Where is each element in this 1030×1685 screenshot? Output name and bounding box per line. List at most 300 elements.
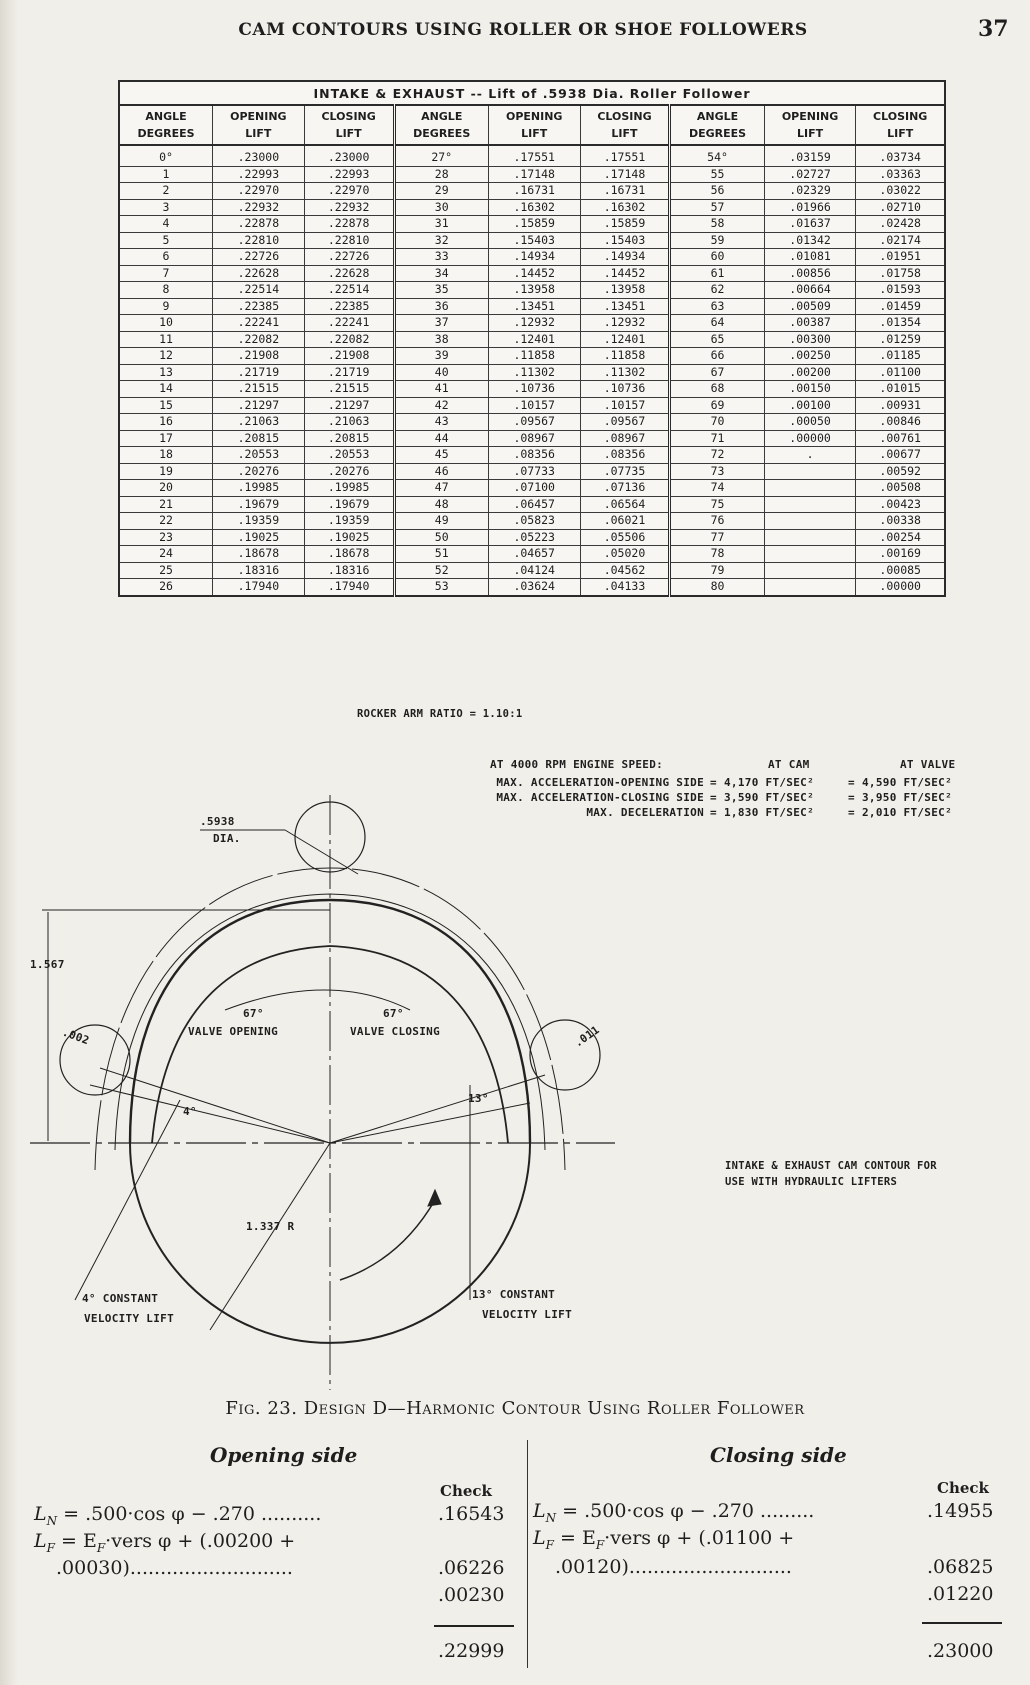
table-cell: 18 — [119, 447, 213, 464]
table-cell: .15859 — [580, 216, 670, 233]
lf-symbol: L — [34, 1530, 47, 1552]
table-cell: .00338 — [856, 513, 945, 530]
table-cell: 74 — [670, 480, 764, 497]
table-cell: 35 — [394, 282, 488, 299]
table-row — [119, 315, 945, 332]
table-cell: .19679 — [304, 496, 394, 513]
rocker-ratio: ROCKER ARM RATIO = 1.10:1 — [357, 708, 523, 720]
table-cell: .14452 — [580, 265, 670, 282]
table-cell: .10736 — [580, 381, 670, 398]
table-cell: 27° — [394, 145, 488, 166]
table-cell: 24 — [119, 546, 213, 563]
table-cell: 77 — [670, 529, 764, 546]
table-cell: 62 — [670, 282, 764, 299]
table-cell: 1 — [119, 166, 213, 183]
table-cell: .03159 — [764, 145, 856, 166]
table-cell: 56 — [670, 183, 764, 200]
accel-at-cam: 3,590 FT/SEC² — [724, 791, 814, 804]
table-cell: .05823 — [488, 513, 580, 530]
table-cell: .17940 — [213, 579, 305, 596]
table-cell: .05506 — [580, 529, 670, 546]
radial-right-2 — [330, 1103, 530, 1143]
closing-lf-formula — [533, 1527, 794, 1552]
table-cell: .21908 — [213, 348, 305, 365]
table-cell: .01185 — [856, 348, 945, 365]
table-cell: .13958 — [488, 282, 580, 299]
table-cell: .23000 — [304, 145, 394, 166]
table-cell: .06457 — [488, 496, 580, 513]
table-cell: .22726 — [213, 249, 305, 266]
table-cell: .00856 — [764, 265, 856, 282]
column-header-line: ANGLE — [696, 110, 739, 123]
table-cell: .14452 — [488, 265, 580, 282]
table-cell: .00677 — [856, 447, 945, 464]
closing-check-1: .14955 — [927, 1500, 994, 1522]
left-note-line2: VELOCITY LIFT — [84, 1312, 174, 1325]
table-cell: 46 — [394, 463, 488, 480]
table-cell: 53 — [394, 579, 488, 596]
column-header — [764, 105, 856, 145]
column-header-line: LIFT — [245, 127, 272, 140]
table-cell: .19359 — [304, 513, 394, 530]
table-cell: .14934 — [580, 249, 670, 266]
table-cell: .16731 — [580, 183, 670, 200]
table-cell: .15403 — [488, 232, 580, 249]
table-row — [119, 364, 945, 381]
table-cell: .21719 — [213, 364, 305, 381]
column-header-line: CLOSING — [321, 110, 376, 123]
table-cell: 39 — [394, 348, 488, 365]
table-cell: .18316 — [304, 562, 394, 579]
table-cell: 0° — [119, 145, 213, 166]
table-cell: .02329 — [764, 183, 856, 200]
column-header-line: LIFT — [887, 127, 914, 140]
table-cell: 28 — [394, 166, 488, 183]
table-cell: 32 — [394, 232, 488, 249]
table-cell: .23000 — [213, 145, 305, 166]
accel-at-valve: 2,010 FT/SEC² — [862, 806, 952, 819]
table-cell: .14934 — [488, 249, 580, 266]
column-header — [580, 105, 670, 145]
column-header-line: LIFT — [611, 127, 638, 140]
table-row — [119, 199, 945, 216]
table-row — [119, 397, 945, 414]
table-cell: .01354 — [856, 315, 945, 332]
accel-at-valve: 4,590 FT/SEC² — [862, 776, 952, 789]
right-note-line1: 13° CONSTANT — [472, 1288, 556, 1301]
table-cell: 21 — [119, 496, 213, 513]
opening-ln-formula — [34, 1503, 321, 1528]
column-header — [488, 105, 580, 145]
column-header-line: CLOSING — [873, 110, 928, 123]
closing-sum-rule — [922, 1622, 1002, 1624]
table-cell: .07136 — [580, 480, 670, 497]
column-header-line: DEGREES — [137, 127, 195, 140]
table-cell: .16731 — [488, 183, 580, 200]
table-cell: 45 — [394, 447, 488, 464]
table-cell: .00423 — [856, 496, 945, 513]
table-cell: .07100 — [488, 480, 580, 497]
table-cell: .00664 — [764, 282, 856, 299]
table-cell: 26 — [119, 579, 213, 596]
opening-angle: 67° — [243, 1007, 264, 1020]
table-cell: .01259 — [856, 331, 945, 348]
table-cell — [764, 513, 856, 530]
side-note-line1: INTAKE & EXHAUST CAM CONTOUR FOR — [725, 1160, 937, 1172]
opening-sum-rule — [434, 1625, 514, 1627]
accel-label: MAX. ACCELERATION-OPENING SIDE — [496, 776, 704, 789]
radius-line — [210, 1143, 330, 1330]
ln-symbol: L — [533, 1500, 546, 1522]
table-cell: 37 — [394, 315, 488, 332]
table-cell: .16302 — [488, 199, 580, 216]
right-small-angle: 13° — [468, 1092, 489, 1105]
table-cell: .02428 — [856, 216, 945, 233]
equals-sign: = — [848, 806, 855, 819]
running-head: CAM CONTOURS USING ROLLER OR SHOE FOLLOWERS — [238, 20, 808, 40]
table-cell — [764, 463, 856, 480]
height-dimension: 1.567 — [30, 958, 65, 971]
table-cell: 25 — [119, 562, 213, 579]
table-cell: .21063 — [213, 414, 305, 431]
table-row — [119, 414, 945, 431]
table-cell: .19679 — [213, 496, 305, 513]
table-cell: .02710 — [856, 199, 945, 216]
table-cell: .00200 — [764, 364, 856, 381]
table-cell: .21063 — [304, 414, 394, 431]
table-cell: 15 — [119, 397, 213, 414]
closing-lf-continuation: .00120)........................... — [555, 1556, 792, 1578]
table-row — [119, 298, 945, 315]
accel-at-cam: 1,830 FT/SEC² — [724, 806, 814, 819]
ln-subscript: N — [545, 1510, 557, 1525]
table-cell: .01593 — [856, 282, 945, 299]
table-cell: 76 — [670, 513, 764, 530]
table-cell: 52 — [394, 562, 488, 579]
equals-sign: = — [848, 791, 855, 804]
table-cell: .01637 — [764, 216, 856, 233]
table-cell: .22628 — [213, 265, 305, 282]
ln-symbol: L — [34, 1503, 47, 1525]
table-cell: 33 — [394, 249, 488, 266]
column-header — [670, 105, 764, 145]
table-cell: 49 — [394, 513, 488, 530]
table-cell: .09567 — [580, 414, 670, 431]
closing-ln-expression: = .500·cos φ − .270 ......... — [562, 1500, 815, 1522]
table-cell: .22878 — [213, 216, 305, 233]
table-cell: .00592 — [856, 463, 945, 480]
table-cell: .10736 — [488, 381, 580, 398]
table-cell: .19985 — [304, 480, 394, 497]
table-cell: .21515 — [304, 381, 394, 398]
table-body — [119, 145, 945, 596]
table-cell: 31 — [394, 216, 488, 233]
opening-lf-continuation: .00030)........................... — [56, 1557, 293, 1579]
table-cell: .18678 — [304, 546, 394, 563]
equals-sign: = — [710, 791, 717, 804]
table-cell: .01081 — [764, 249, 856, 266]
radial-left-1 — [90, 1085, 330, 1143]
table-cell: 16 — [119, 414, 213, 431]
table-cell: .22878 — [304, 216, 394, 233]
table-cell: 59 — [670, 232, 764, 249]
table-cell: 12 — [119, 348, 213, 365]
table-cell — [764, 579, 856, 596]
ef-subscript: F — [96, 1540, 106, 1555]
table-row — [119, 381, 945, 398]
table-cell: .01459 — [856, 298, 945, 315]
closing-check-total: .23000 — [927, 1640, 994, 1662]
table-cell: .10157 — [580, 397, 670, 414]
table-cell: 68 — [670, 381, 764, 398]
left-small-angle: 4° — [183, 1105, 197, 1118]
table-cell: 2 — [119, 183, 213, 200]
table-cell: .22628 — [304, 265, 394, 282]
table-cell: .19025 — [304, 529, 394, 546]
table-row — [119, 480, 945, 497]
table-row — [119, 216, 945, 233]
table-cell: .18316 — [213, 562, 305, 579]
table-cell: .09567 — [488, 414, 580, 431]
table-cell: 43 — [394, 414, 488, 431]
table-cell: 72 — [670, 447, 764, 464]
table-cell: .22970 — [304, 183, 394, 200]
table-cell: 61 — [670, 265, 764, 282]
closing-lf-expression-b: ·vers φ + (.01100 + — [604, 1527, 795, 1549]
table-cell: .03022 — [856, 183, 945, 200]
table-cell: .22993 — [304, 166, 394, 183]
table-cell: .19985 — [213, 480, 305, 497]
opening-lf-expression-a: = E — [61, 1530, 97, 1552]
table-cell: 54° — [670, 145, 764, 166]
table-cell: .22082 — [213, 331, 305, 348]
table-cell: 63 — [670, 298, 764, 315]
table-cell: .02727 — [764, 166, 856, 183]
table-cell: .19359 — [213, 513, 305, 530]
table-cell: .06564 — [580, 496, 670, 513]
roller-dia-value: .5938 — [200, 815, 235, 828]
opening-ln-expression: = .500·cos φ − .270 .......... — [63, 1503, 322, 1525]
table-cell: .00387 — [764, 315, 856, 332]
table-cell: 5 — [119, 232, 213, 249]
table-cell: .18678 — [213, 546, 305, 563]
table-cell: .11302 — [580, 364, 670, 381]
table-cell: .22514 — [304, 282, 394, 299]
table-cell: .11858 — [580, 348, 670, 365]
equals-sign: = — [710, 806, 717, 819]
table-cell — [764, 496, 856, 513]
table-cell: .21908 — [304, 348, 394, 365]
table-cell: .08967 — [580, 430, 670, 447]
lf-symbol: L — [533, 1527, 546, 1549]
column-header — [213, 105, 305, 145]
table-cell: .15403 — [580, 232, 670, 249]
column-header-line: OPENING — [781, 110, 839, 123]
table-cell: .00100 — [764, 397, 856, 414]
table-cell: .04657 — [488, 546, 580, 563]
speed-heading: AT 4000 RPM ENGINE SPEED: — [490, 758, 664, 771]
table-cell: .00254 — [856, 529, 945, 546]
column-header — [394, 105, 488, 145]
table-row — [119, 496, 945, 513]
table-cell: 60 — [670, 249, 764, 266]
page-number: 37 — [978, 16, 1009, 42]
table-cell: .01966 — [764, 199, 856, 216]
table-cell: 71 — [670, 430, 764, 447]
table-cell: 9 — [119, 298, 213, 315]
table-cell: 7 — [119, 265, 213, 282]
accel-at-valve: 3,950 FT/SEC² — [862, 791, 952, 804]
table-cell — [764, 480, 856, 497]
table-cell: .04133 — [580, 579, 670, 596]
valve-opening-label: VALVE OPENING — [188, 1025, 278, 1038]
table-cell: .17148 — [580, 166, 670, 183]
ef-subscript: F — [595, 1537, 605, 1552]
table-cell: .20276 — [304, 463, 394, 480]
table-cell: 19 — [119, 463, 213, 480]
table-cell: .17940 — [304, 579, 394, 596]
table-cell: .21515 — [213, 381, 305, 398]
table-cell: .03624 — [488, 579, 580, 596]
table-cell: .00085 — [856, 562, 945, 579]
accel-label: MAX. DECELERATION — [586, 806, 704, 819]
table-cell: .00931 — [856, 397, 945, 414]
table-cell: 78 — [670, 546, 764, 563]
table-cell: .22932 — [213, 199, 305, 216]
equals-sign: = — [710, 776, 717, 789]
table-row — [119, 579, 945, 596]
table-cell: .04124 — [488, 562, 580, 579]
opening-check-label: Check — [440, 1482, 492, 1500]
lf-subscript: F — [46, 1540, 55, 1555]
opening-check-2: .06226 — [438, 1557, 505, 1579]
rotation-arrow — [340, 1200, 435, 1280]
table-cell: .03734 — [856, 145, 945, 166]
left-velocity-leader — [75, 1100, 180, 1300]
table-cell: .22810 — [213, 232, 305, 249]
column-header-line: OPENING — [230, 110, 287, 123]
ln-subscript: N — [46, 1513, 58, 1528]
side-note-line2: USE WITH HYDRAULIC LIFTERS — [725, 1176, 898, 1188]
table-cell: .00250 — [764, 348, 856, 365]
table-cell: 30 — [394, 199, 488, 216]
table-cell: .08356 — [580, 447, 670, 464]
table-cell: .13451 — [488, 298, 580, 315]
accel-label: MAX. ACCELERATION-CLOSING SIDE — [496, 791, 704, 804]
opening-check-total: .22999 — [438, 1640, 505, 1662]
table-cell: .12401 — [488, 331, 580, 348]
table-cell: .22082 — [304, 331, 394, 348]
table-cell: 17 — [119, 430, 213, 447]
table-cell: .02174 — [856, 232, 945, 249]
table-cell: .00000 — [764, 430, 856, 447]
table-cell: .16302 — [580, 199, 670, 216]
table-cell: .22970 — [213, 183, 305, 200]
table-cell: 10 — [119, 315, 213, 332]
left-note-line1: 4° CONSTANT — [82, 1292, 159, 1305]
accel-at-cam: 4,170 FT/SEC² — [724, 776, 814, 789]
table-cell: 47 — [394, 480, 488, 497]
table-cell: .07733 — [488, 463, 580, 480]
table-row — [119, 562, 945, 579]
table-cell: .22241 — [213, 315, 305, 332]
table-cell: 67 — [670, 364, 764, 381]
column-divider — [527, 1440, 528, 1668]
opening-side-heading: Opening side — [210, 1443, 358, 1467]
table-cell: 80 — [670, 579, 764, 596]
table-cell: .20553 — [304, 447, 394, 464]
roller-dia-label: DIA. — [213, 832, 241, 845]
table-cell — [764, 546, 856, 563]
table-cell: .06021 — [580, 513, 670, 530]
table-row — [119, 183, 945, 200]
table-cell: 36 — [394, 298, 488, 315]
table-cell — [764, 562, 856, 579]
table-row — [119, 166, 945, 183]
table-cell: .20276 — [213, 463, 305, 480]
table-cell: 48 — [394, 496, 488, 513]
table-cell: 29 — [394, 183, 488, 200]
table-cell: .00846 — [856, 414, 945, 431]
table-row — [119, 513, 945, 530]
closing-ln-formula — [533, 1500, 814, 1525]
table-row — [119, 331, 945, 348]
table-cell: .01758 — [856, 265, 945, 282]
table-cell: .07735 — [580, 463, 670, 480]
table-cell: 4 — [119, 216, 213, 233]
table-cell: .17551 — [580, 145, 670, 166]
radial-right-1 — [330, 1075, 545, 1143]
table-cell: .05020 — [580, 546, 670, 563]
table-cell: 3 — [119, 199, 213, 216]
table-cell: 34 — [394, 265, 488, 282]
table-cell: 69 — [670, 397, 764, 414]
table-cell: .08967 — [488, 430, 580, 447]
table-row — [119, 447, 945, 464]
table-cell: .10157 — [488, 397, 580, 414]
table-cell: .15859 — [488, 216, 580, 233]
right-note-line2: VELOCITY LIFT — [482, 1308, 572, 1321]
table-row — [119, 145, 945, 166]
table-cell: 20 — [119, 480, 213, 497]
table-cell: 13 — [119, 364, 213, 381]
opening-check-1: .16543 — [438, 1503, 505, 1525]
closing-check-3: .01220 — [927, 1583, 994, 1605]
right-clearance: .011 — [571, 1023, 602, 1050]
closing-check-label: Check — [937, 1479, 989, 1497]
table-cell: 14 — [119, 381, 213, 398]
column-header — [856, 105, 945, 145]
closing-side-heading: Closing side — [710, 1443, 847, 1467]
table-cell: 79 — [670, 562, 764, 579]
table-cell: 11 — [119, 331, 213, 348]
table-cell: .20815 — [304, 430, 394, 447]
table-row — [119, 232, 945, 249]
table-header-row — [119, 105, 945, 145]
table-cell: 58 — [670, 216, 764, 233]
table-row — [119, 249, 945, 266]
table-cell: .22385 — [213, 298, 305, 315]
equals-sign: = — [848, 776, 855, 789]
table-cell: .00761 — [856, 430, 945, 447]
table-cell — [764, 529, 856, 546]
table-cell: 38 — [394, 331, 488, 348]
table-cell: .12932 — [580, 315, 670, 332]
table-cell: .01015 — [856, 381, 945, 398]
table-cell: 51 — [394, 546, 488, 563]
opening-lf-formula — [34, 1530, 295, 1555]
table-cell: .22514 — [213, 282, 305, 299]
